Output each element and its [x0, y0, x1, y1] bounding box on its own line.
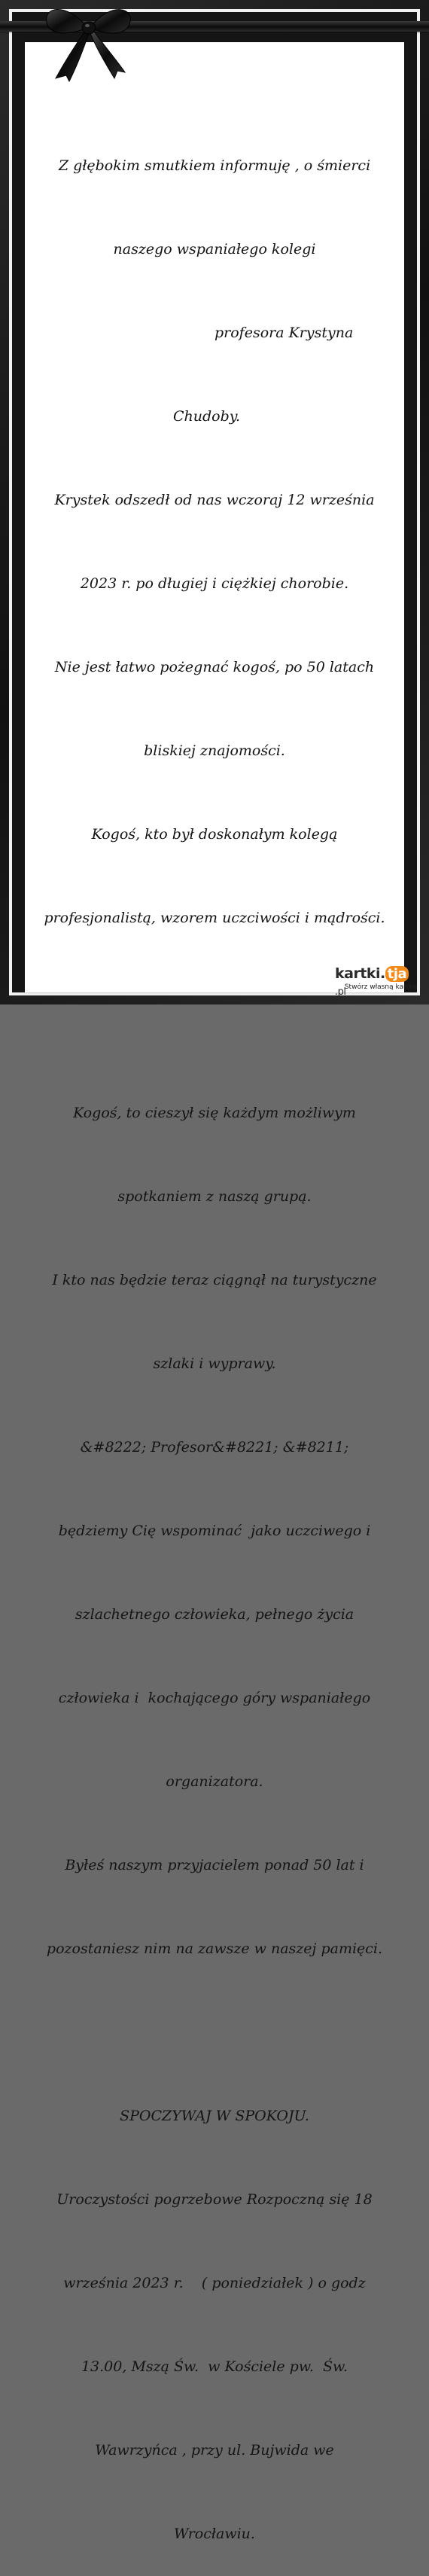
message-line: pozostaniesz nim na zawsze w naszej pamięci.: [46, 1940, 383, 1957]
message-line: 13.00, Mszą Św. w Kościele pw. Św.: [81, 2358, 348, 2375]
message-line: Kogoś, to cieszył się każdym możliwym: [73, 1105, 356, 1121]
paragraph-spacer: [30, 2019, 399, 2047]
message-line: profesora Krystyna: [214, 325, 354, 341]
message-line: szlachetnego człowieka, pełnego życia: [75, 1606, 354, 1623]
message-line: &#8222; Profesor&#8221; &#8211;: [80, 1439, 349, 1456]
message-line: SPOCZYWAJ W SPOKOJU.: [120, 2108, 309, 2124]
black-bow-icon: [36, 0, 141, 83]
logo-tagline: Stwórz własną kartkę: [344, 983, 417, 991]
message-line: będziemy Cię wspominać jako uczciwego i: [58, 1523, 371, 1539]
message-line: września 2023 r. ( poniedziałek ) o godz: [63, 2275, 366, 2291]
message-line: naszego wspaniałego kolegi: [113, 241, 316, 258]
logo-wordmark: [335, 965, 417, 998]
condolence-message: [30, 96, 399, 2576]
message-line: profesjonalistą, wzorem uczciwości i mądrości.: [44, 910, 385, 926]
message-line: bliskiej znajomości.: [144, 742, 285, 759]
message-line: 2023 r. po długiej i ciężkiej chorobie.: [80, 575, 349, 592]
message-line: Chudoby.: [173, 408, 241, 425]
message-line: szlaki i wyprawy.: [153, 1355, 276, 1372]
logo-badge: tja: [385, 966, 409, 982]
site-logo[interactable]: [335, 964, 421, 998]
logo-part: kartki.: [335, 965, 385, 982]
message-line: Kogoś, kto był doskonałym kolegą: [91, 826, 338, 843]
message-line: I kto nas będzie teraz ciągnął na turystyczne: [52, 1272, 377, 1288]
message-line: człowieka i kochającego góry wspaniałego: [58, 1690, 371, 1706]
message-line: organizatora.: [166, 1773, 263, 1790]
logo-part: .pl: [335, 986, 346, 998]
message-line: spotkaniem z naszą grupą.: [117, 1188, 312, 1205]
message-line: Wrocławiu.: [174, 2526, 255, 2542]
message-line: Wawrzyńca , przy ul. Bujwida we: [95, 2442, 334, 2459]
message-line: Uroczystości pogrzebowe Rozpoczną się 18: [56, 2191, 373, 2208]
message-line: Byłeś naszym przyjacielem ponad 50 lat i: [65, 1857, 364, 1873]
message-line: Krystek odszedł od nas wczoraj 12 września: [54, 492, 375, 508]
message-line: Z głębokim smutkiem informuję , o śmierci: [58, 157, 371, 174]
message-line: Nie jest łatwo pożegnać kogoś, po 50 latach: [54, 659, 375, 675]
